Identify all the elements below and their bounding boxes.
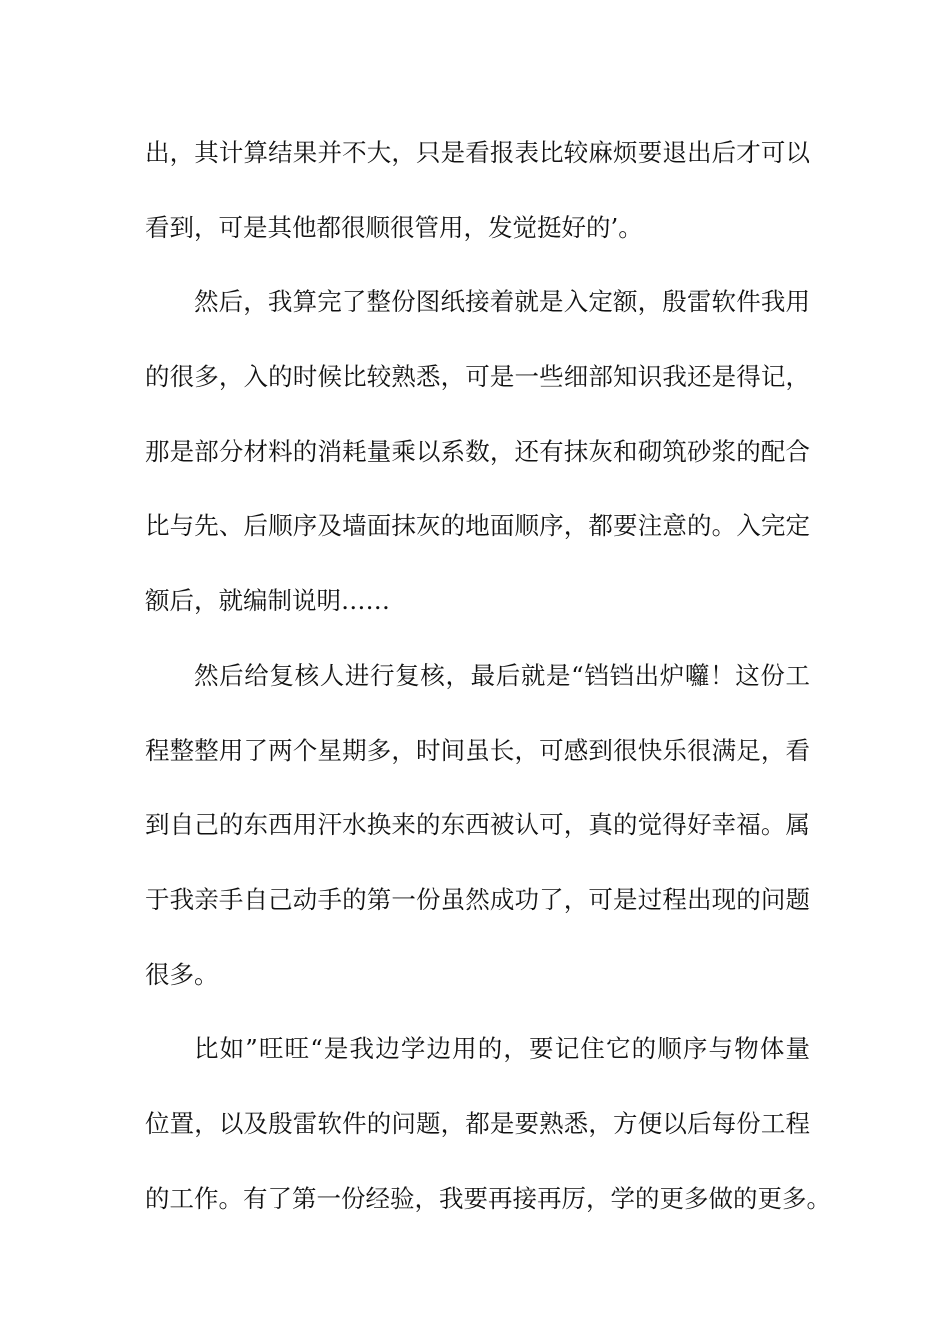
text-line: 到自己的东西用汗水换来的东西被认可，真的觉得好幸福。属 — [145, 810, 810, 840]
text-line: 那是部分材料的消耗量乘以系数，还有抹灰和砌筑砂浆的配合 — [145, 436, 810, 466]
document-body — [145, 130, 831, 1250]
text-line: 出，其计算结果并不大，只是看报表比较麻烦要退出后才可以 — [145, 138, 810, 167]
text-line: 于我亲手自己动手的第一份虽然成功了，可是过程出现的问题 — [145, 884, 810, 914]
text-line: 的工作。有了第一份经验，我要再接再厉，学的更多做的更多。 — [145, 1183, 831, 1213]
text-line: 程整整用了两个星期多，时间虽长，可感到很快乐很满足，看 — [145, 735, 810, 765]
text-line: 额后，就编制说明…… — [145, 586, 390, 616]
text-line: 的很多，入的时候比较熟悉，可是一些细部知识我还是得记， — [145, 362, 810, 392]
paragraph-start-line: 比如”旺旺“是我边学边用的，要记住它的顺序与物体量 — [194, 1034, 810, 1064]
text-line: 很多。 — [145, 959, 219, 989]
text-line: 位置，以及殷雷软件的问题，都是要熟悉，方便以后每份工程 — [145, 1108, 810, 1138]
text-line: 比与先、后顺序及墙面抹灰的地面顺序，都要注意的。入完定 — [145, 511, 810, 541]
paragraph-start-line: 然后给复核人进行复核，最后就是“铛铛出炉囖！这份工 — [194, 660, 810, 690]
paragraph-start-line: 然后，我算完了整份图纸接着就是入定额，殷雷软件我用 — [194, 287, 810, 317]
text-line: 看到，可是其他都很顺很管用，发觉挺好的’。 — [145, 212, 643, 242]
